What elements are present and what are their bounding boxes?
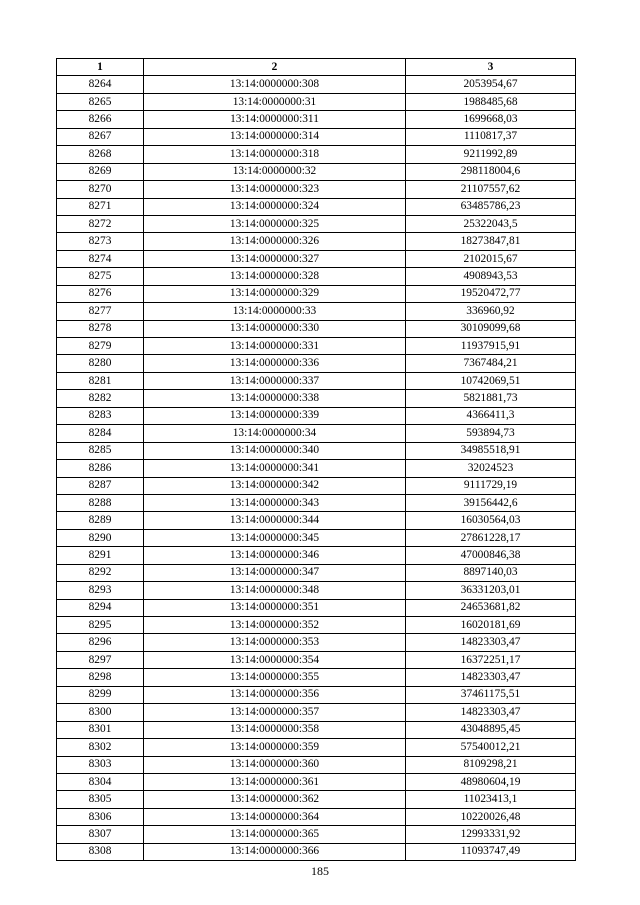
table-cell-col-1: 8296 <box>57 634 144 651</box>
table-cell-col-2: 13:14:0000000:366 <box>144 843 406 860</box>
table-row <box>57 181 576 198</box>
table-cell-col-2: 13:14:0000000:34 <box>144 425 406 442</box>
table-row <box>57 303 576 320</box>
table-cell-col-3: 1110817,37 <box>406 128 576 145</box>
table-cell-col-1: 8303 <box>57 756 144 773</box>
header-cell-2: 2 <box>144 59 406 76</box>
table-cell-col-2: 13:14:0000000:343 <box>144 494 406 511</box>
table-row <box>57 146 576 163</box>
table-row <box>57 268 576 285</box>
table-cell-col-3: 18273847,81 <box>406 233 576 250</box>
table-row <box>57 529 576 546</box>
table-cell-col-1: 8293 <box>57 582 144 599</box>
table-cell-col-3: 34985518,91 <box>406 442 576 459</box>
table-cell-col-1: 8284 <box>57 425 144 442</box>
table-row <box>57 390 576 407</box>
header-cell-1: 1 <box>57 59 144 76</box>
table-cell-col-3: 30109099,68 <box>406 320 576 337</box>
table-cell-col-2: 13:14:0000000:351 <box>144 599 406 616</box>
table-cell-col-1: 8305 <box>57 791 144 808</box>
table-cell-col-3: 21107557,62 <box>406 181 576 198</box>
table-cell-col-2: 13:14:0000000:356 <box>144 686 406 703</box>
table-cell-col-3: 12993331,92 <box>406 826 576 843</box>
table-cell-col-2: 13:14:0000000:338 <box>144 390 406 407</box>
table-cell-col-3: 19520472,77 <box>406 285 576 302</box>
table-cell-col-1: 8268 <box>57 146 144 163</box>
table-cell-col-2: 13:14:0000000:314 <box>144 128 406 145</box>
table-cell-col-3: 4908943,53 <box>406 268 576 285</box>
table-cell-col-2: 13:14:0000000:355 <box>144 669 406 686</box>
page-number: 185 <box>311 864 329 878</box>
table-cell-col-1: 8283 <box>57 407 144 424</box>
table-cell-col-1: 8279 <box>57 338 144 355</box>
table-cell-col-2: 13:14:0000000:352 <box>144 617 406 634</box>
table-row <box>57 494 576 511</box>
table-row <box>57 198 576 215</box>
table-cell-col-3: 36331203,01 <box>406 582 576 599</box>
table-cell-col-3: 593894,73 <box>406 425 576 442</box>
table-row <box>57 721 576 738</box>
table-row <box>57 338 576 355</box>
table-cell-col-1: 8273 <box>57 233 144 250</box>
table-row <box>57 215 576 232</box>
table-cell-col-1: 8291 <box>57 547 144 564</box>
table-row <box>57 773 576 790</box>
table-cell-col-1: 8289 <box>57 512 144 529</box>
table-row <box>57 128 576 145</box>
table-cell-col-3: 1699668,03 <box>406 111 576 128</box>
table-cell-col-2: 13:14:0000000:340 <box>144 442 406 459</box>
table-cell-col-3: 14823303,47 <box>406 704 576 721</box>
table-cell-col-2: 13:14:0000000:342 <box>144 477 406 494</box>
table-cell-col-3: 336960,92 <box>406 303 576 320</box>
table-cell-col-2: 13:14:0000000:341 <box>144 460 406 477</box>
table-cell-col-3: 24653681,82 <box>406 599 576 616</box>
table-row <box>57 320 576 337</box>
table-cell-col-1: 8288 <box>57 494 144 511</box>
table-cell-col-3: 8109298,21 <box>406 756 576 773</box>
table-cell-col-1: 8300 <box>57 704 144 721</box>
table-cell-col-2: 13:14:0000000:325 <box>144 215 406 232</box>
table-cell-col-2: 13:14:0000000:318 <box>144 146 406 163</box>
table-cell-col-1: 8292 <box>57 564 144 581</box>
header-cell-3: 3 <box>406 59 576 76</box>
table-cell-col-1: 8274 <box>57 250 144 267</box>
table-row <box>57 285 576 302</box>
table-cell-col-1: 8276 <box>57 285 144 302</box>
table-cell-col-3: 11093747,49 <box>406 843 576 860</box>
table-cell-col-2: 13:14:0000000:326 <box>144 233 406 250</box>
table-row <box>57 843 576 860</box>
table-cell-col-3: 8897140,03 <box>406 564 576 581</box>
table-cell-col-3: 11937915,91 <box>406 338 576 355</box>
table-body <box>57 76 576 861</box>
table-cell-col-3: 39156442,6 <box>406 494 576 511</box>
table-row <box>57 512 576 529</box>
table-cell-col-3: 47000846,38 <box>406 547 576 564</box>
table-row <box>57 460 576 477</box>
table-cell-col-1: 8271 <box>57 198 144 215</box>
table-cell-col-1: 8266 <box>57 111 144 128</box>
table-cell-col-2: 13:14:0000000:365 <box>144 826 406 843</box>
table-row <box>57 634 576 651</box>
table-row <box>57 739 576 756</box>
table-cell-col-3: 10220026,48 <box>406 808 576 825</box>
table-cell-col-3: 2053954,67 <box>406 76 576 93</box>
table-cell-col-1: 8287 <box>57 477 144 494</box>
table-cell-col-2: 13:14:0000000:328 <box>144 268 406 285</box>
table-cell-col-2: 13:14:0000000:344 <box>144 512 406 529</box>
table-cell-col-2: 13:14:0000000:31 <box>144 93 406 110</box>
table-cell-col-2: 13:14:0000000:331 <box>144 338 406 355</box>
table-cell-col-3: 9211992,89 <box>406 146 576 163</box>
table-cell-col-3: 43048895,45 <box>406 721 576 738</box>
table-row <box>57 76 576 93</box>
table-cell-col-1: 8275 <box>57 268 144 285</box>
table-row <box>57 617 576 634</box>
table-cell-col-1: 8295 <box>57 617 144 634</box>
table-row <box>57 826 576 843</box>
table-cell-col-2: 13:14:0000000:353 <box>144 634 406 651</box>
table-row <box>57 477 576 494</box>
table-cell-col-2: 13:14:0000000:329 <box>144 285 406 302</box>
table-cell-col-1: 8302 <box>57 739 144 756</box>
table-cell-col-2: 13:14:0000000:345 <box>144 529 406 546</box>
table-cell-col-2: 13:14:0000000:33 <box>144 303 406 320</box>
table-cell-col-3: 14823303,47 <box>406 669 576 686</box>
table-cell-col-2: 13:14:0000000:308 <box>144 76 406 93</box>
table-cell-col-3: 16030564,03 <box>406 512 576 529</box>
data-table <box>56 58 576 861</box>
table-row <box>57 425 576 442</box>
table-cell-col-2: 13:14:0000000:358 <box>144 721 406 738</box>
table-header <box>57 59 576 76</box>
table-cell-col-1: 8265 <box>57 93 144 110</box>
table-cell-col-1: 8294 <box>57 599 144 616</box>
table-row <box>57 233 576 250</box>
table-cell-col-3: 5821881,73 <box>406 390 576 407</box>
table-cell-col-3: 10742069,51 <box>406 372 576 389</box>
table-cell-col-2: 13:14:0000000:346 <box>144 547 406 564</box>
table-row <box>57 686 576 703</box>
table-cell-col-1: 8290 <box>57 529 144 546</box>
table-cell-col-3: 57540012,21 <box>406 739 576 756</box>
table-cell-col-3: 16020181,69 <box>406 617 576 634</box>
table-cell-col-1: 8286 <box>57 460 144 477</box>
table-cell-col-1: 8298 <box>57 669 144 686</box>
table-row <box>57 442 576 459</box>
table-cell-col-2: 13:14:0000000:337 <box>144 372 406 389</box>
table-cell-col-3: 27861228,17 <box>406 529 576 546</box>
table-cell-col-3: 1988485,68 <box>406 93 576 110</box>
table-cell-col-2: 13:14:0000000:311 <box>144 111 406 128</box>
table-cell-col-2: 13:14:0000000:347 <box>144 564 406 581</box>
table-cell-col-2: 13:14:0000000:359 <box>144 739 406 756</box>
table-cell-col-2: 13:14:0000000:330 <box>144 320 406 337</box>
table-cell-col-1: 8282 <box>57 390 144 407</box>
table-cell-col-1: 8306 <box>57 808 144 825</box>
table-cell-col-2: 13:14:0000000:32 <box>144 163 406 180</box>
table-row <box>57 372 576 389</box>
header-row <box>57 59 576 76</box>
table-row <box>57 547 576 564</box>
table-cell-col-2: 13:14:0000000:362 <box>144 791 406 808</box>
table-row <box>57 163 576 180</box>
table-cell-col-3: 11023413,1 <box>406 791 576 808</box>
table-cell-col-1: 8272 <box>57 215 144 232</box>
table-cell-col-1: 8269 <box>57 163 144 180</box>
table-cell-col-2: 13:14:0000000:323 <box>144 181 406 198</box>
table-cell-col-2: 13:14:0000000:339 <box>144 407 406 424</box>
table-row <box>57 791 576 808</box>
table-row <box>57 704 576 721</box>
table-cell-col-2: 13:14:0000000:364 <box>144 808 406 825</box>
table-row <box>57 669 576 686</box>
table-cell-col-1: 8278 <box>57 320 144 337</box>
table-cell-col-1: 8307 <box>57 826 144 843</box>
table-cell-col-1: 8267 <box>57 128 144 145</box>
table-cell-col-3: 25322043,5 <box>406 215 576 232</box>
table-cell-col-1: 8281 <box>57 372 144 389</box>
table-cell-col-3: 37461175,51 <box>406 686 576 703</box>
table-cell-col-1: 8285 <box>57 442 144 459</box>
table-row <box>57 111 576 128</box>
table-row <box>57 651 576 668</box>
table-cell-col-1: 8308 <box>57 843 144 860</box>
table-cell-col-1: 8280 <box>57 355 144 372</box>
table-cell-col-2: 13:14:0000000:324 <box>144 198 406 215</box>
table-cell-col-2: 13:14:0000000:361 <box>144 773 406 790</box>
table-cell-col-1: 8277 <box>57 303 144 320</box>
table-row <box>57 355 576 372</box>
table-row <box>57 407 576 424</box>
table-cell-col-2: 13:14:0000000:327 <box>144 250 406 267</box>
table-cell-col-1: 8264 <box>57 76 144 93</box>
table-cell-col-2: 13:14:0000000:336 <box>144 355 406 372</box>
table-cell-col-3: 16372251,17 <box>406 651 576 668</box>
table-cell-col-2: 13:14:0000000:348 <box>144 582 406 599</box>
table-cell-col-3: 63485786,23 <box>406 198 576 215</box>
table-row <box>57 250 576 267</box>
table-cell-col-2: 13:14:0000000:354 <box>144 651 406 668</box>
table-row <box>57 582 576 599</box>
table-row <box>57 808 576 825</box>
table-cell-col-1: 8299 <box>57 686 144 703</box>
table-cell-col-1: 8304 <box>57 773 144 790</box>
table-cell-col-3: 298118004,6 <box>406 163 576 180</box>
table-cell-col-3: 32024523 <box>406 460 576 477</box>
table-row <box>57 756 576 773</box>
table-cell-col-3: 14823303,47 <box>406 634 576 651</box>
table-cell-col-3: 9111729,19 <box>406 477 576 494</box>
table-cell-col-2: 13:14:0000000:357 <box>144 704 406 721</box>
table-cell-col-1: 8270 <box>57 181 144 198</box>
table-cell-col-1: 8297 <box>57 651 144 668</box>
table-cell-col-3: 2102015,67 <box>406 250 576 267</box>
table-row <box>57 564 576 581</box>
table-cell-col-1: 8301 <box>57 721 144 738</box>
table-row <box>57 599 576 616</box>
table-cell-col-3: 7367484,21 <box>406 355 576 372</box>
table-row <box>57 93 576 110</box>
table-cell-col-3: 48980604,19 <box>406 773 576 790</box>
table-cell-col-2: 13:14:0000000:360 <box>144 756 406 773</box>
table-cell-col-3: 4366411,3 <box>406 407 576 424</box>
